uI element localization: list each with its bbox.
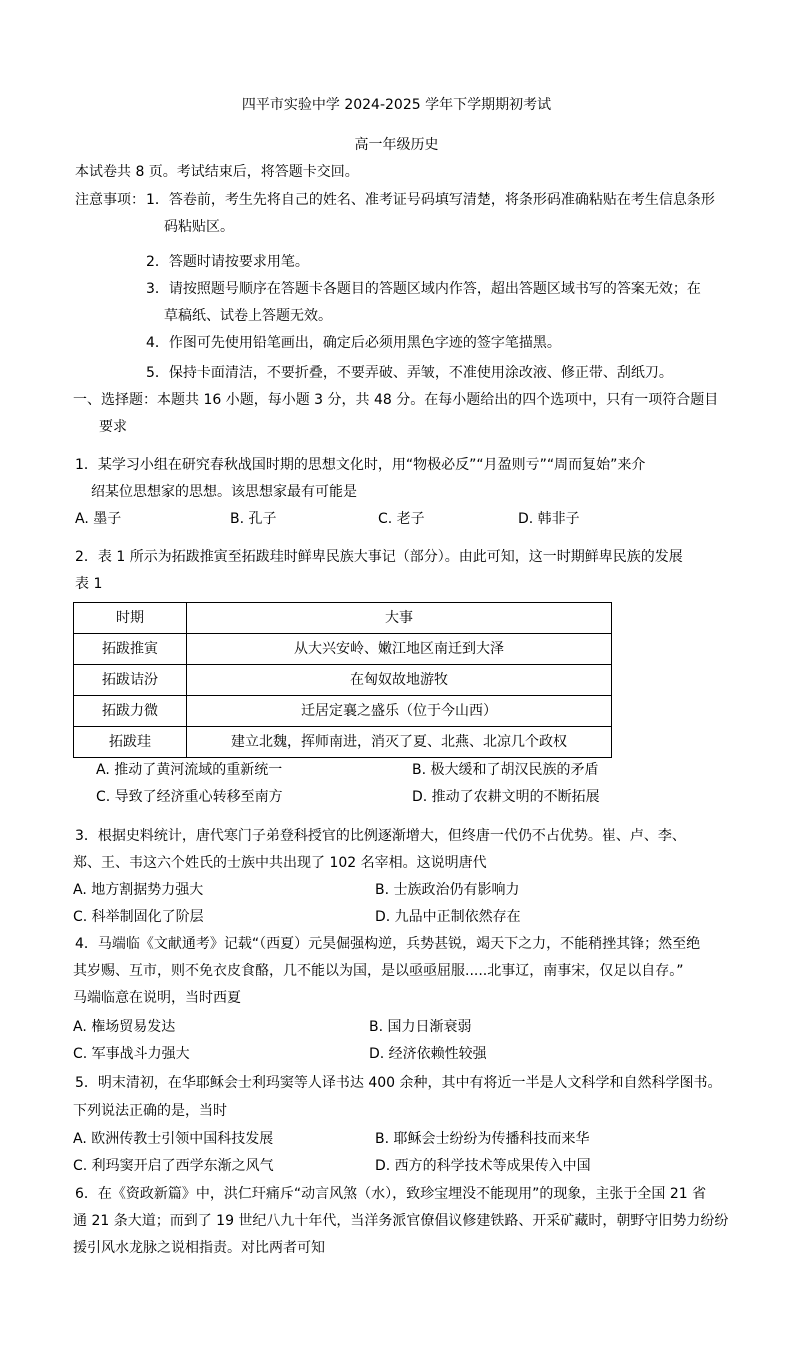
q2-stem: 2．表 1 所示为拓跋推寅至拓跋珪时鲜卑民族大事记（部分）。由此可知，这一时期鲜卑民族的发展 bbox=[75, 549, 683, 565]
section-heading: 一、选择题：本题共 16 小题，每小题 3 分，共 48 分。在每小题给出的四个选项中，只有一项符合题目 bbox=[73, 392, 719, 408]
notice-label: 注意事项： bbox=[75, 192, 145, 208]
notice-item-5: 5．保持卡面清洁，不要折叠，不要弄破、弄皱，不准使用涂改液、修正带、刮纸刀。 bbox=[146, 365, 673, 381]
q1-option-b: B. 孔子 bbox=[230, 511, 277, 527]
q6-stem-cont-2: 援引风水龙脉之说相指责。对比两者可知 bbox=[73, 1240, 325, 1256]
notice-intro: 本试卷共 8 页。考试结束后，将答题卡交回。 bbox=[75, 164, 359, 180]
q4-stem-cont: 其岁赐、互市，则不免衣皮食酪，几不能以为国，是以亟亟屈服.....北事辽，南事宋，仅足以自存。” bbox=[73, 963, 684, 979]
table-cell-period: 拓跋诘汾 bbox=[74, 665, 187, 696]
notice-item-3-cont: 草稿纸、试卷上答题无效。 bbox=[164, 308, 332, 324]
q5-option-d: D. 西方的科学技术等成果传入中国 bbox=[375, 1158, 591, 1174]
q3-option-a: A. 地方割据势力强大 bbox=[73, 882, 204, 898]
table-cell-period: 拓跋珪 bbox=[74, 727, 187, 758]
q2-option-a: A. 推动了黄河流域的重新统一 bbox=[96, 762, 283, 778]
q1-stem-cont: 绍某位思想家的思想。该思想家最有可能是 bbox=[91, 484, 357, 500]
q4-option-c: C. 军事战斗力强大 bbox=[73, 1046, 190, 1062]
notice-item-1-cont: 码粘贴区。 bbox=[164, 219, 234, 235]
q2-option-c: C. 导致了经济重心转移至南方 bbox=[96, 789, 283, 805]
q3-option-c: C. 科举制固化了阶层 bbox=[73, 909, 204, 925]
table-row bbox=[74, 727, 612, 758]
q1-option-d: D. 韩非子 bbox=[518, 511, 580, 527]
table-cell-event: 从大兴安岭、嫩江地区南迁到大泽 bbox=[187, 634, 612, 665]
q3-option-b: B. 士族政治仍有影响力 bbox=[375, 882, 520, 898]
q4-option-a: A. 権场贸易发达 bbox=[73, 1019, 176, 1035]
table-cell-event: 建立北魏，挥师南进，消灭了夏、北燕、北凉几个政权 bbox=[187, 727, 612, 758]
table-row bbox=[74, 665, 612, 696]
q5-stem: 5．明末清初，在华耶稣会士利玛窦等人译书达 400 余种，其中有将近一半是人文科学和自然科学图书。 bbox=[75, 1075, 722, 1091]
notice-item-1: 1．答卷前，考生先将自己的姓名、准考证号码填写清楚，将条形码准确粘贴在考生信息条形 bbox=[146, 192, 715, 208]
q5-option-c: C. 利玛窦开启了西学东渐之风气 bbox=[73, 1158, 274, 1174]
notice-item-4: 4．作图可先使用铅笔画出，确定后必须用黑色字迹的签字笔描黑。 bbox=[146, 335, 561, 351]
q1-option-c: C. 老子 bbox=[378, 511, 425, 527]
section-heading-cont: 要求 bbox=[99, 419, 127, 435]
table-cell-event: 迁居定襄之盛乐（位于今山西） bbox=[187, 696, 612, 727]
q2-option-d: D. 推动了农耕文明的不断拓展 bbox=[412, 789, 600, 805]
q4-option-d: D. 经济依赖性较强 bbox=[369, 1046, 487, 1062]
table-header-cell: 时期 bbox=[74, 603, 187, 634]
q4-stem: 4．马端临《文献通考》记载“（西夏）元昊倔强构逆，兵势甚锐，竭天下之力，不能稍挫其锋；然至绝 bbox=[75, 936, 701, 952]
q1-stem: 1．某学习小组在研究春秋战国时期的思想文化时，用“物极必反”“月盈则亏”“周而复始”来介 bbox=[75, 457, 646, 473]
table-cell-period: 拓跋力微 bbox=[74, 696, 187, 727]
table-row bbox=[74, 634, 612, 665]
q3-stem-cont: 郑、王、韦这六个姓氏的士族中共出现了 102 名宰相。这说明唐代 bbox=[73, 855, 487, 871]
q2-option-b: B. 极大缓和了胡汉民族的矛盾 bbox=[412, 762, 599, 778]
table-cell-event: 在匈奴故地游牧 bbox=[187, 665, 612, 696]
q4-option-b: B. 国力日渐衰弱 bbox=[369, 1019, 472, 1035]
notice-item-2: 2．答题时请按要求用笔。 bbox=[146, 254, 309, 270]
table-header-row bbox=[74, 603, 612, 634]
table-row bbox=[74, 696, 612, 727]
q6-stem-cont: 通 21 条大道；而到了 19 世纪八九十年代，当洋务派官僚倡议修建铁路、开采矿藏时，朝野守旧势力纷纷 bbox=[73, 1213, 729, 1229]
q4-stem-cont-2: 马端临意在说明，当时西夏 bbox=[73, 990, 241, 1006]
q5-option-a: A. 欧洲传教士引领中国科技发展 bbox=[73, 1131, 274, 1147]
notice-item-3: 3．请按照题号顺序在答题卡各题目的答题区域内作答，超出答题区域书写的答案无效；在 bbox=[146, 281, 701, 297]
q6-stem: 6．在《资政新篇》中，洪仁玕痛斥“动言风煞（水），致珍宝埋没不能现用”的现象，主张于全国 21 省 bbox=[75, 1186, 707, 1202]
q3-stem: 3．根据史料统计，唐代寒门子弟登科授官的比例逐渐增大，但终唐一代仍不占优势。崔、卢、李、 bbox=[75, 828, 686, 844]
exam-title: 四平市实验中学 2024-2025 学年下学期期初考试 bbox=[241, 97, 552, 113]
table-cell-period: 拓跋推寅 bbox=[74, 634, 187, 665]
q5-option-b: B. 耶稣会士纷纷为传播科技而来华 bbox=[375, 1131, 590, 1147]
exam-subtitle: 高一年级历史 bbox=[354, 137, 439, 153]
q3-option-d: D. 九品中正制依然存在 bbox=[375, 909, 521, 925]
q1-option-a: A. 墨子 bbox=[75, 511, 122, 527]
table-header-cell: 大事 bbox=[187, 603, 612, 634]
q2-table-label: 表 1 bbox=[75, 576, 103, 592]
events-table bbox=[73, 602, 612, 758]
q5-stem-cont: 下列说法正确的是，当时 bbox=[73, 1103, 227, 1119]
